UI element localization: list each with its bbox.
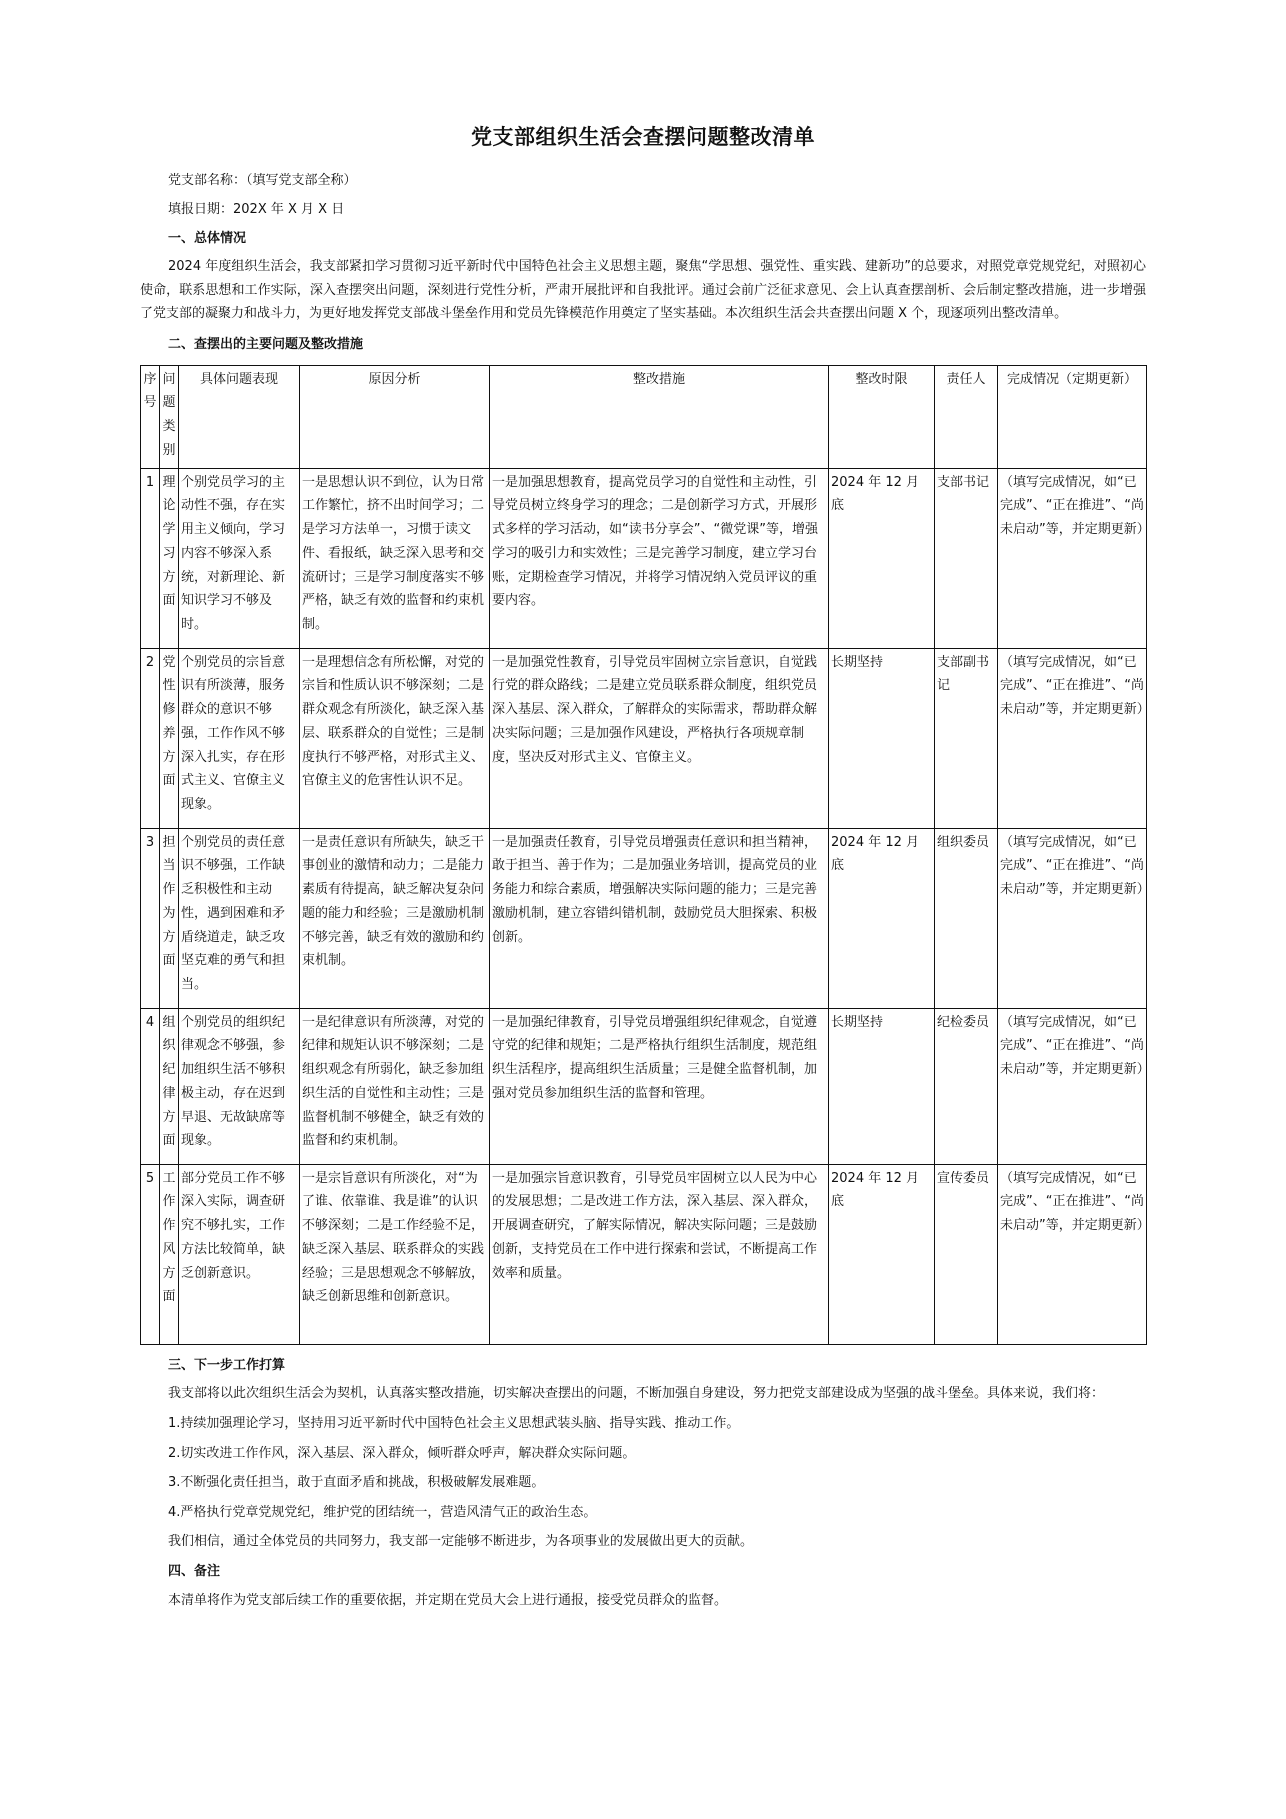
- cell-idx: 2: [141, 648, 160, 828]
- cell-measure: 一是加强责任教育，引导党员增强责任意识和担当精神，敢于担当、善于作为；二是加强业务培训，提高党员的业务能力和综合素质，增强解决实际问题的能力；三是完善激励机制，建立容错纠错机制，鼓励党员大胆探索、积极创新。: [490, 828, 829, 1008]
- cell-idx: 3: [141, 828, 160, 1008]
- header-cause: 原因分析: [300, 365, 490, 468]
- header-idx: 序号: [141, 365, 160, 468]
- cell-status: （填写完成情况，如“已完成”、“正在推进”、“尚未启动”等，并定期更新）: [998, 1164, 1147, 1344]
- table-header-row: [141, 365, 1147, 468]
- table-row: [141, 1164, 1147, 1344]
- header-measure: 整改措施: [490, 365, 829, 468]
- cell-idx: 1: [141, 468, 160, 648]
- cell-category: 党性修养方面: [160, 648, 179, 828]
- document-page: [140, 0, 1150, 1615]
- section3-intro: 我支部将以此次组织生活会为契机，认真落实整改措施，切实解决查摆出的问题，不断加强自身建设，努力把党支部建设成为坚强的战斗堡垒。具体来说，我们将：: [168, 1385, 1105, 1401]
- cell-deadline: 2024 年 12 月底: [829, 468, 935, 648]
- cell-owner: 宣传委员: [935, 1164, 998, 1344]
- cell-idx: 4: [141, 1008, 160, 1164]
- cell-category: 理论学习方面: [160, 468, 179, 648]
- header-owner: 责任人: [935, 365, 998, 468]
- cell-owner: 支部副书记: [935, 648, 998, 828]
- cell-status: （填写完成情况，如“已完成”、“正在推进”、“尚未启动”等，并定期更新）: [998, 648, 1147, 828]
- document-title: 党支部组织生活会查摆问题整改清单: [471, 125, 815, 149]
- cell-status: （填写完成情况，如“已完成”、“正在推进”、“尚未启动”等，并定期更新）: [998, 468, 1147, 648]
- fill-date: 填报日期：202X 年 X 月 X 日: [168, 202, 345, 217]
- header-category: 问题类别: [160, 365, 179, 468]
- section2-heading: 二、查摆出的主要问题及整改措施: [168, 336, 364, 352]
- cell-problem: 个别党员学习的主动性不强，存在实用主义倾向，学习内容不够深入系统，对新理论、新知识学习不够及时。: [179, 468, 300, 648]
- cell-cause: 一是宗旨意识有所淡化，对“为了谁、依靠谁、我是谁”的认识不够深刻；二是工作经验不足，缺乏深入基层、联系群众的实践经验；三是思想观念不够解放，缺乏创新思维和创新意识。: [300, 1164, 490, 1344]
- cell-owner: 纪检委员: [935, 1008, 998, 1164]
- section1-heading: 一、总体情况: [168, 231, 247, 246]
- section3-closing: 我们相信，通过全体党员的共同努力，我支部一定能够不断进步，为各项事业的发展做出更大的贡献。: [168, 1534, 754, 1549]
- plan-item-4: 4.严格执行党章党规党纪，维护党的团结统一，营造风清气正的政治生态。: [168, 1504, 597, 1520]
- cell-status: （填写完成情况，如“已完成”、“正在推进”、“尚未启动”等，并定期更新）: [998, 828, 1147, 1008]
- plan-item-1: 1.持续加强理论学习，坚持用习近平新时代中国特色社会主义思想武装头脑、指导实践、推动工作。: [168, 1416, 740, 1431]
- section1-text: 2024 年度组织生活会，我支部紧扣学习贯彻习近平新时代中国特色社会主义思想主题，聚焦“学思想、强党性、重实践、建新功”的总要求，对照党章党规党纪，对照初心使命，联系思想和工作实际，深入查摆突出问题，深刻进行党性分析，严肃开展批评和自我批评。通过会前广泛征求意见、会上认真查摆剖析、会后制定整改措施，进一步增强了党支部的凝聚力和战斗力，为更好地发挥党支部战斗堡垒作用和党员先锋模范作用奠定了坚实基础。本次组织生活会共查摆出问题 X 个，现逐项列出整改清单。: [140, 259, 1146, 321]
- branch-name: 党支部名称：（填写党支部全称）: [168, 173, 357, 188]
- cell-measure: 一是加强思想教育，提高党员学习的自觉性和主动性，引导党员树立终身学习的理念；二是创新学习方式，开展形式多样的学习活动，如“读书分享会”、“微党课”等，增强学习的吸引力和实效性；三是完善学习制度，建立学习台账，定期检查学习情况，并将学习情况纳入党员评议的重要内容。: [490, 468, 829, 648]
- cell-deadline: 2024 年 12 月底: [829, 1164, 935, 1344]
- cell-category: 组织纪律方面: [160, 1008, 179, 1164]
- plan-item-2: 2.切实改进工作作风，深入基层、深入群众，倾听群众呼声，解决群众实际问题。: [168, 1445, 636, 1461]
- cell-problem: 个别党员的宗旨意识有所淡薄，服务群众的意识不够强，工作作风不够深入扎实，存在形式主义、官僚主义现象。: [179, 648, 300, 828]
- section4-text: 本清单将作为党支部后续工作的重要依据，并定期在党员大会上进行通报，接受党员群众的监督。: [168, 1592, 728, 1608]
- plan-item-3: 3.不断强化责任担当，敢于直面矛盾和挑战，积极破解发展难题。: [168, 1475, 545, 1490]
- cell-deadline: 长期坚持: [829, 648, 935, 828]
- cell-cause: 一是理想信念有所松懈，对党的宗旨和性质认识不够深刻；二是群众观念有所淡化，缺乏深入基层、联系群众的自觉性；三是制度执行不够严格，对形式主义、官僚主义的危害性认识不足。: [300, 648, 490, 828]
- cell-problem: 部分党员工作不够深入实际，调查研究不够扎实，工作方法比较简单，缺乏创新意识。: [179, 1164, 300, 1344]
- cell-category: 工作作风方面: [160, 1164, 179, 1344]
- cell-problem: 个别党员的责任意识不够强，工作缺乏积极性和主动性，遇到困难和矛盾绕道走，缺乏攻坚克难的勇气和担当。: [179, 828, 300, 1008]
- cell-deadline: 长期坚持: [829, 1008, 935, 1164]
- cell-measure: 一是加强宗旨意识教育，引导党员牢固树立以人民为中心的发展思想；二是改进工作方法，深入基层、深入群众，开展调查研究，了解实际情况，解决实际问题；三是鼓励创新，支持党员在工作中进行探索和尝试，不断提高工作效率和质量。: [490, 1164, 829, 1344]
- table-row: [141, 468, 1147, 648]
- cell-cause: 一是思想认识不到位，认为日常工作繁忙，挤不出时间学习；二是学习方法单一，习惯于读文件、看报纸，缺乏深入思考和交流研讨；三是学习制度落实不够严格，缺乏有效的监督和约束机制。: [300, 468, 490, 648]
- cell-measure: 一是加强党性教育，引导党员牢固树立宗旨意识，自觉践行党的群众路线；二是建立党员联系群众制度，组织党员深入基层、深入群众，了解群众的实际需求，帮助群众解决实际问题；三是加强作风建设，严格执行各项规章制度，坚决反对形式主义、官僚主义。: [490, 648, 829, 828]
- cell-measure: 一是加强纪律教育，引导党员增强组织纪律观念，自觉遵守党的纪律和规矩；二是严格执行组织生活制度，规范组织生活程序，提高组织生活质量；三是健全监督机制，加强对党员参加组织生活的监督和管理。: [490, 1008, 829, 1164]
- cell-owner: 支部书记: [935, 468, 998, 648]
- cell-problem: 个别党员的组织纪律观念不够强，参加组织生活不够积极主动，存在迟到早退、无故缺席等现象。: [179, 1008, 300, 1164]
- section4-heading: 四、备注: [168, 1563, 221, 1579]
- cell-owner: 组织委员: [935, 828, 998, 1008]
- table-row: [141, 828, 1147, 1008]
- header-status: 完成情况（定期更新）: [998, 365, 1147, 468]
- cell-cause: 一是纪律意识有所淡薄，对党的纪律和规矩认识不够深刻；二是组织观念有所弱化，缺乏参加组织生活的自觉性和主动性；三是监督机制不够健全，缺乏有效的监督和约束机制。: [300, 1008, 490, 1164]
- cell-cause: 一是责任意识有所缺失，缺乏干事创业的激情和动力；二是能力素质有待提高，缺乏解决复杂问题的能力和经验；三是激励机制不够完善，缺乏有效的激励和约束机制。: [300, 828, 490, 1008]
- header-problem: 具体问题表现: [179, 365, 300, 468]
- header-deadline: 整改时限: [829, 365, 935, 468]
- cell-idx: 5: [141, 1164, 160, 1344]
- rectification-table: [140, 365, 1150, 1345]
- cell-deadline: 2024 年 12 月底: [829, 828, 935, 1008]
- table-row: [141, 648, 1147, 828]
- section3-heading: 三、下一步工作打算: [168, 1357, 286, 1373]
- cell-category: 担当作为方面: [160, 828, 179, 1008]
- table-row: [141, 1008, 1147, 1164]
- cell-status: （填写完成情况，如“已完成”、“正在推进”、“尚未启动”等，并定期更新）: [998, 1008, 1147, 1164]
